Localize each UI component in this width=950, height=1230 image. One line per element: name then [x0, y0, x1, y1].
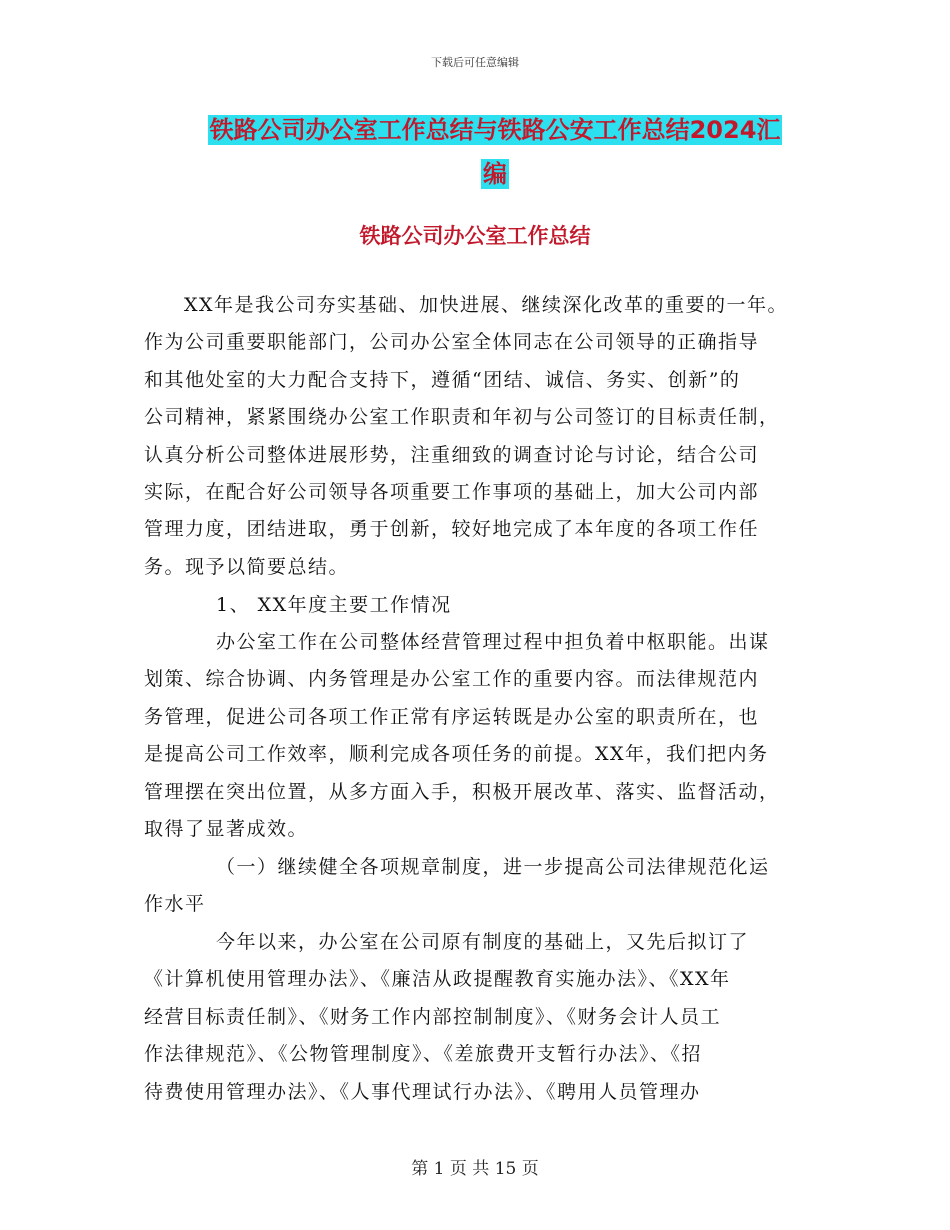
text-line: 是提高公司工作效率，顺利完成各项任务的前提。XX年，我们把内务: [144, 743, 769, 766]
text-line: （一）继续健全各项规章制度，进一步提高公司法律规范化运: [216, 856, 770, 878]
text-line: 作水平: [144, 893, 206, 916]
section-heading-1: [144, 587, 824, 624]
document-title: [160, 108, 830, 196]
document-title-line2: 编: [483, 160, 507, 188]
text-line: 实际，在配合好公司领导各项重要工作事项的基础上，加大公司内部: [144, 481, 760, 504]
text-line: 经营目标责任制》、《财务工作内部控制制度》、《财务会计人员工: [144, 1005, 722, 1028]
text-line: 和其他处室的大力配合支持下，遵循“团结、诚信、务实、创新”的: [144, 368, 741, 391]
text-line: 务管理，促进公司各项工作正常有序运转既是办公室的职责所在，也: [144, 705, 760, 728]
text-line: 认真分析公司整体进展形势，注重细致的调查讨论与讨论，结合公司: [144, 443, 760, 466]
text-line: 办公室工作在公司整体经营管理过程中担负着中枢职能。出谋: [216, 631, 770, 653]
document-title-line1: 铁路公司办公室工作总结与铁路公安工作总结2024汇: [209, 116, 781, 144]
text-line: 务。现予以简要总结。: [144, 555, 350, 578]
text-line: 划策、综合协调、内务管理是办公室工作的重要内容。而法律规范内: [144, 668, 760, 691]
header-note: 下载后可任意编辑: [431, 56, 519, 69]
section-title: 铁路公司办公室工作总结: [359, 224, 591, 248]
text-line: 管理力度，团结进取，勇于创新，较好地完成了本年度的各项工作任: [144, 518, 760, 541]
paragraph-office-role: [144, 624, 824, 848]
text-line: 管理摆在突出位置，从多方面入手，积极开展改革、落实、监督活动，: [144, 780, 780, 803]
paragraph-regulations: [144, 924, 824, 1111]
text-line: 待费使用管理办法》、《人事代理试行办法》、《聘用人员管理办: [144, 1080, 701, 1103]
paragraph-intro: [144, 287, 824, 586]
subsection-heading-1: [144, 849, 824, 924]
page-number: 第 1 页 共 15 页: [411, 1159, 539, 1179]
text-line: 公司精神，紧紧围绕办公室工作职责和年初与公司签订的目标责任制，: [144, 406, 780, 429]
text-line: 作为公司重要职能部门，公司办公室全体同志在公司领导的正确指导: [144, 331, 760, 354]
text-line: 《计算机使用管理办法》、《廉洁从政提醒教育实施办法》、《XX年: [144, 968, 731, 991]
text-line: 今年以来，办公室在公司原有制度的基础上，又先后拟订了: [216, 931, 750, 953]
text-line: XX年是我公司夯实基础、加快进展、继续深化改革的重要的一年。: [184, 294, 789, 316]
text-line: 作法律规范》、《公物管理制度》、《差旅费开支暂行办法》、《招: [144, 1043, 703, 1066]
text-line: 1、 XX年度主要工作情况: [216, 594, 452, 616]
text-line: 取得了显著成效。: [144, 818, 309, 841]
